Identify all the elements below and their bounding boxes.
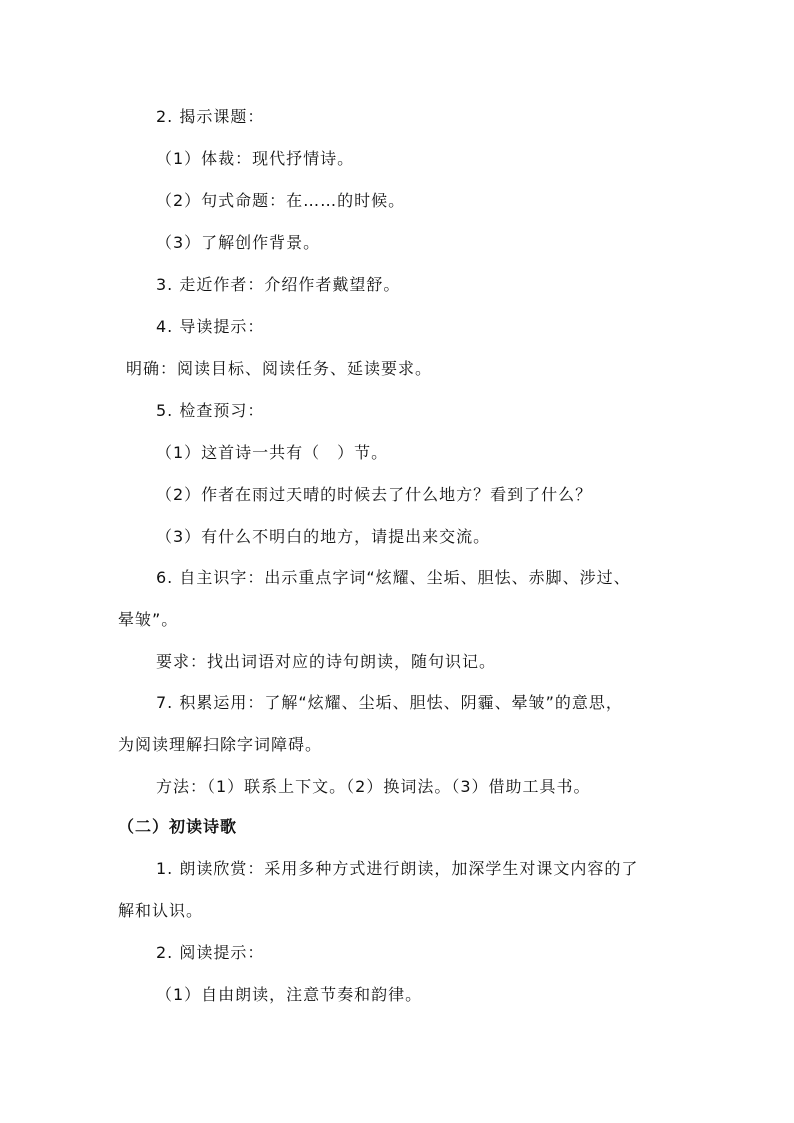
vocabulary-item-line-1: 6. 自主识字：出示重点字词“炫耀、尘垢、胆怯、赤脚、涉过、 (156, 568, 631, 587)
vocabulary-requirement: 要求：找出词语对应的诗句朗读，随句识记。 (156, 652, 497, 671)
reading-tips-heading: 2. 阅读提示： (156, 943, 265, 962)
preview-question-3: （3）有什么不明白的地方，请提出来交流。 (156, 527, 491, 546)
vocabulary-item-line-2: 晕皱”。 (118, 610, 179, 629)
accumulation-item-line-1: 7. 积累运用：了解“炫耀、尘垢、胆怯、阴霾、晕皱”的意思， (156, 693, 623, 712)
reading-guide-heading: 4. 导读提示： (156, 317, 265, 336)
reading-tip-1: （1）自由朗读，注意节奏和韵律。 (156, 985, 423, 1004)
accumulation-item-line-2: 为阅读理解扫除字词障碍。 (118, 735, 323, 754)
author-intro: 3. 走近作者：介绍作者戴望舒。 (156, 275, 401, 294)
preview-question-1: （1）这首诗一共有（ ）节。 (156, 443, 389, 462)
method-line: 方法：（1）联系上下文。（2）换词法。（3）借助工具书。 (156, 777, 591, 796)
title-pattern-item: （2）句式命题：在……的时候。 (156, 191, 406, 210)
preview-check-heading: 5. 检查预习： (156, 401, 265, 420)
section-heading: （二）初读诗歌 (118, 817, 238, 836)
step-2-heading: 2. 揭示课题： (156, 107, 265, 126)
background-item: （3）了解创作背景。 (156, 233, 321, 252)
reading-appreciation-line-1: 1. 朗读欣赏：采用多种方式进行朗读，加深学生对课文内容的了 (156, 859, 639, 878)
genre-item: （1）体裁：现代抒情诗。 (156, 149, 355, 168)
reading-goals: 明确：阅读目标、阅读任务、延读要求。 (126, 359, 433, 378)
preview-question-2: （2）作者在雨过天晴的时候去了什么地方？看到了什么？ (156, 485, 593, 504)
reading-appreciation-line-2: 解和认识。 (118, 901, 204, 920)
